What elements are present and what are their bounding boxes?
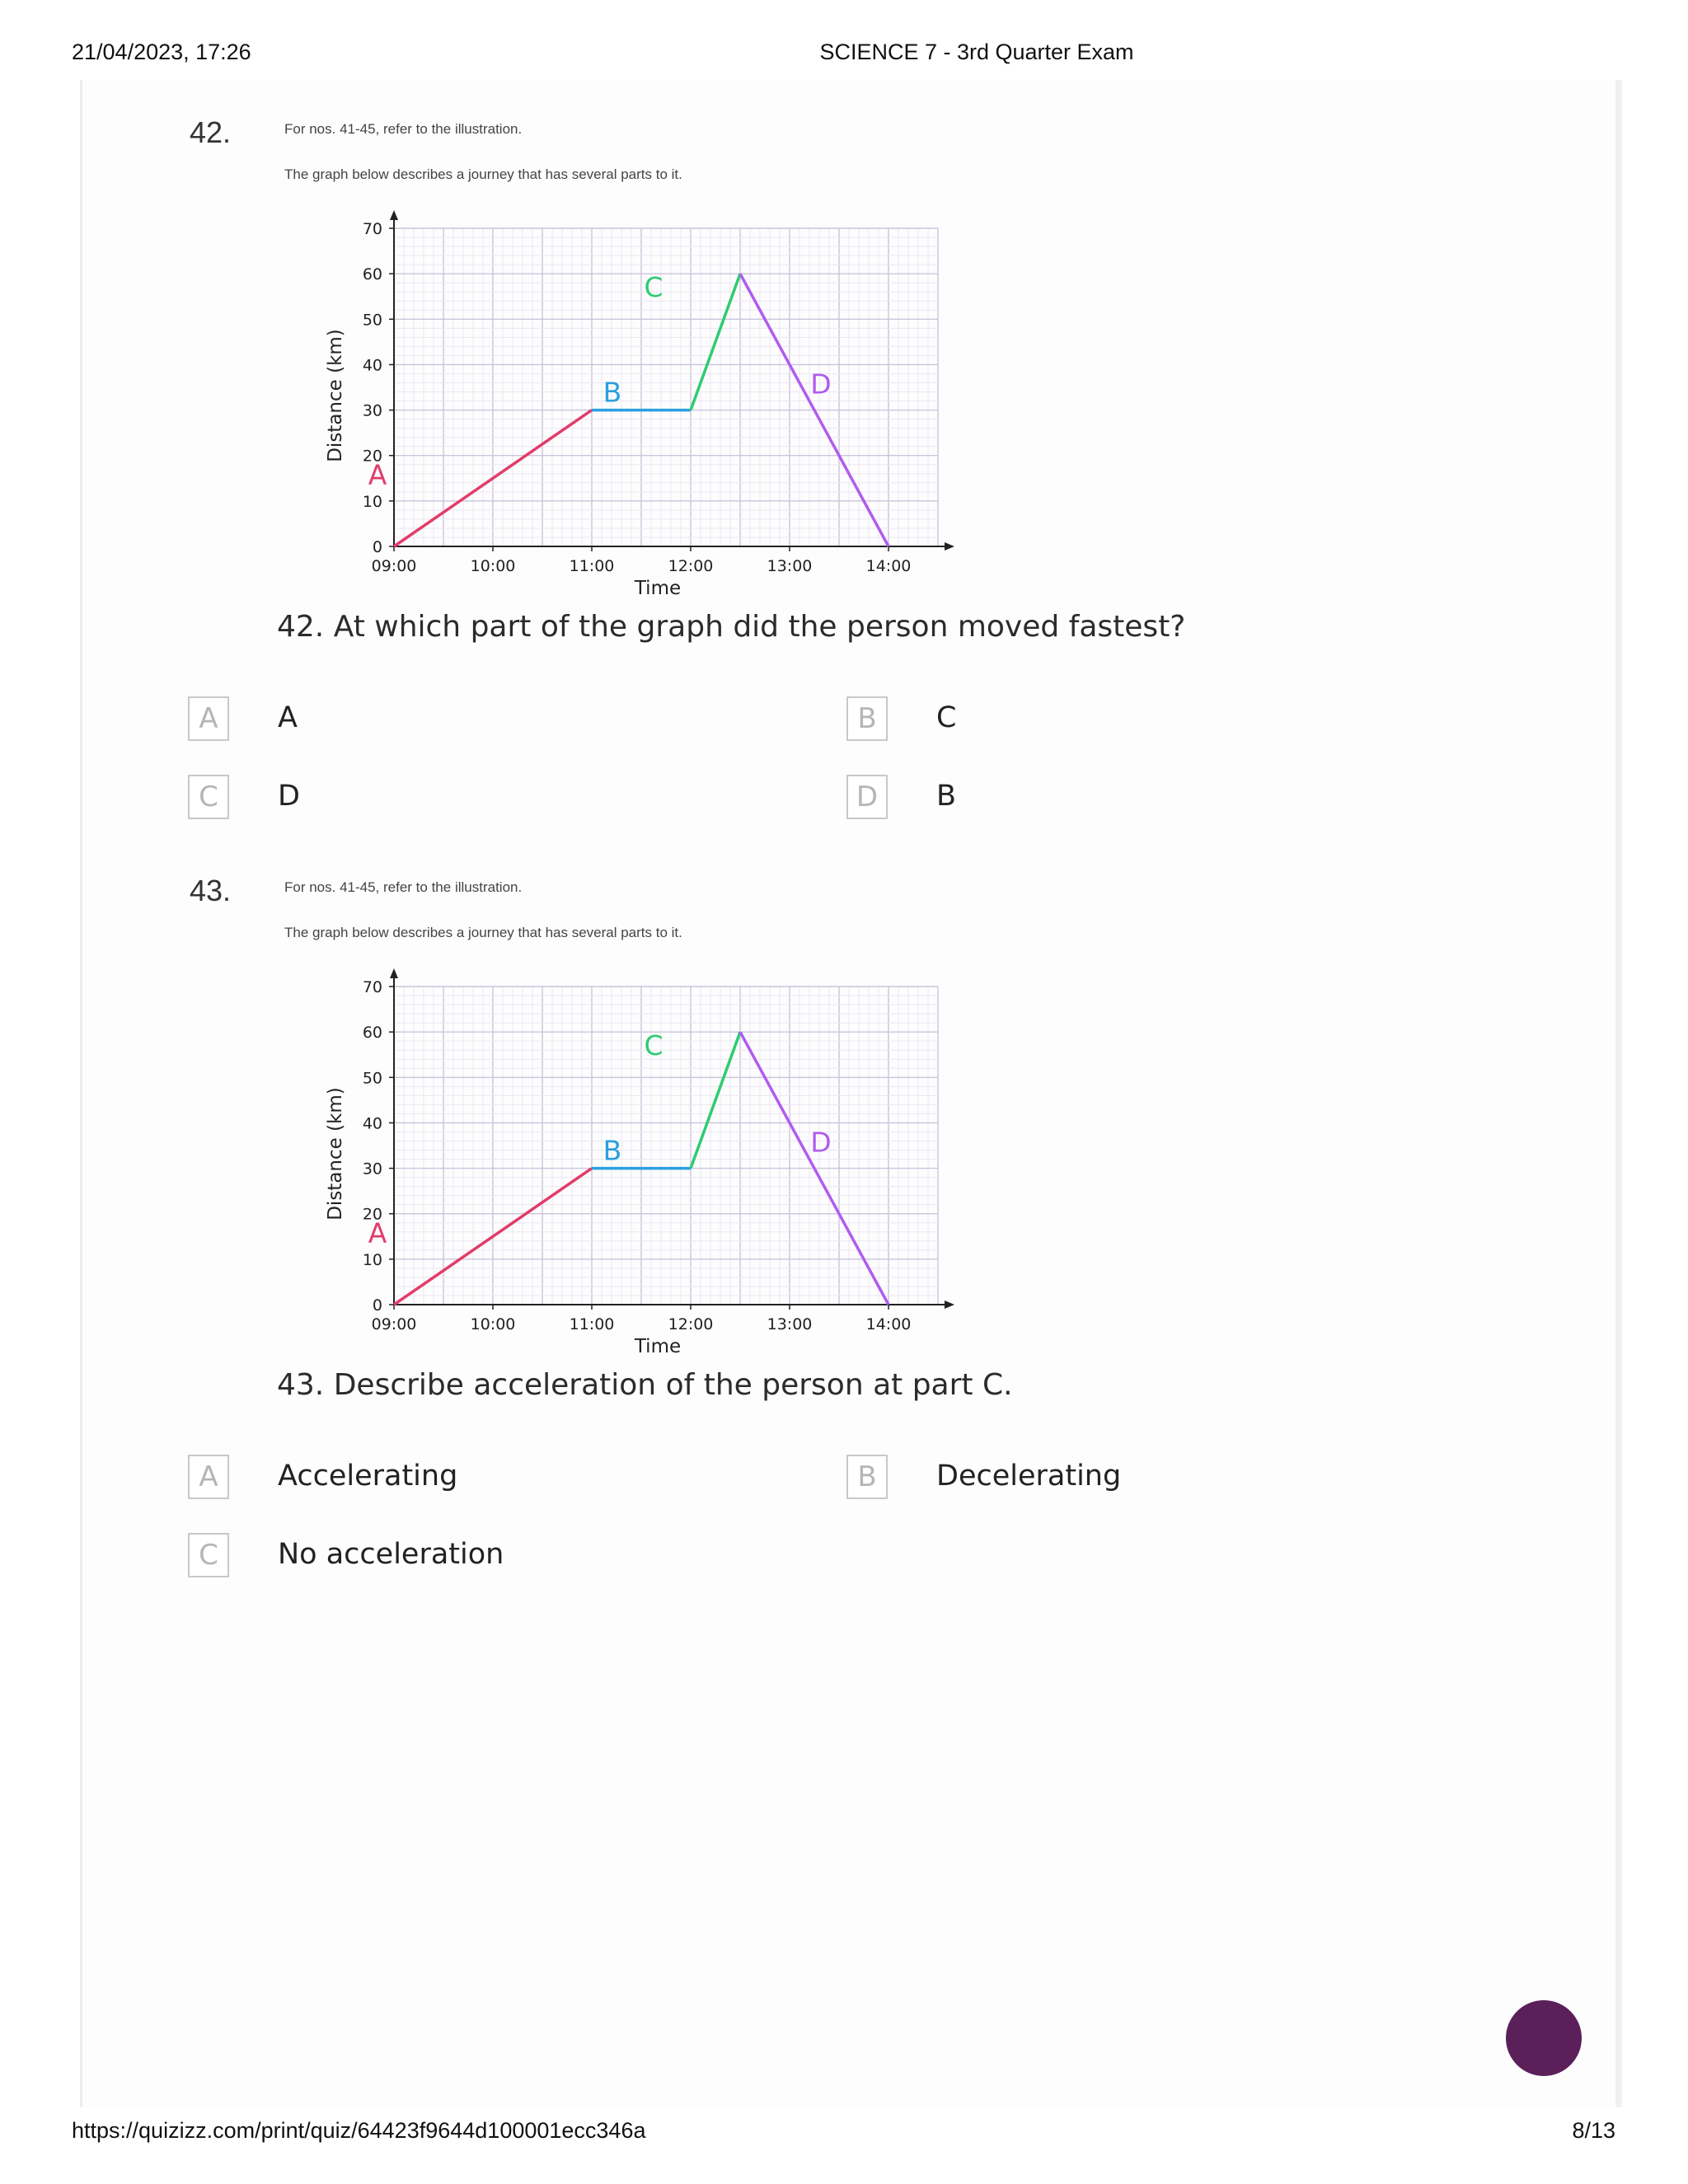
chart-grid [394,987,938,1305]
series-label-a: A [368,1216,387,1249]
y-tick-label: 30 [362,1160,382,1179]
x-axis-arrow [945,542,954,551]
option-letter-box: C [188,1533,229,1577]
page-url: https://quizizz.com/print/quiz/64423f9644d100001ecc346a [72,2118,646,2143]
x-tick-label: 14:00 [865,557,912,575]
x-tick-label: 10:00 [470,1315,516,1333]
option-text: D [278,780,300,813]
series-label-d: D [810,1126,832,1159]
series-label-d: D [810,368,832,401]
question-intro: The graph below describes a journey that has several parts to it. [284,925,682,940]
x-tick-label: 12:00 [668,557,714,575]
y-tick-label: 40 [362,1114,382,1133]
question-intro: The graph below describes a journey that has several parts to it. [284,166,682,182]
chart-grid [394,228,938,546]
y-tick-label: 30 [362,401,382,420]
option-text: Decelerating [936,1460,1122,1493]
y-tick-label: 10 [362,492,382,511]
series-label-c: C [644,270,663,303]
option-text: C [936,701,957,734]
print-datetime: 21/04/2023, 17:26 [72,40,251,64]
question-number: 43. [190,874,232,907]
series-label-b: B [603,376,622,409]
x-axis-label: Time [634,578,682,599]
x-tick-label: 13:00 [767,1315,813,1333]
y-axis-arrow [390,968,398,978]
y-tick-label: 20 [362,1205,382,1224]
question-text: 43. Describe acceleration of the person at part C. [277,1368,1013,1402]
option-letter-box: B [846,696,888,741]
option-letter-box: A [188,1455,229,1499]
x-tick-label: 12:00 [668,1315,714,1333]
x-tick-label: 14:00 [865,1315,912,1333]
option-letter-box: A [188,696,229,741]
print-header [0,40,1688,69]
y-axis-arrow [390,210,398,220]
x-tick-label: 13:00 [767,557,813,575]
y-tick-label: 20 [362,447,382,466]
y-tick-label: 60 [362,265,382,284]
x-tick-label: 09:00 [371,1315,417,1333]
x-tick-label: 11:00 [569,557,615,575]
option-text: Accelerating [278,1460,458,1493]
y-tick-label: 70 [362,978,382,996]
distance-time-chart [313,968,973,1397]
y-tick-label: 50 [362,311,382,330]
option-text: No acceleration [278,1538,504,1571]
series-line-c [691,1032,740,1168]
floating-action-button[interactable] [1506,2000,1582,2076]
y-tick-label: 0 [372,538,382,556]
option-letter-box: C [188,775,229,819]
series-label-a: A [368,458,387,491]
x-tick-label: 09:00 [371,557,417,575]
option-letter-box: D [846,775,888,819]
series-line-c [691,274,740,410]
y-tick-label: 40 [362,356,382,375]
distance-time-chart [313,210,973,639]
y-axis-label: Distance (km) [325,329,346,462]
y-tick-label: 0 [372,1296,382,1315]
x-tick-label: 10:00 [470,557,516,575]
series-label-c: C [644,1029,663,1062]
option-text: A [278,701,298,734]
series-label-b: B [603,1134,622,1167]
question-intro: For nos. 41-45, refer to the illustration. [284,879,523,895]
option-text: B [936,780,957,813]
journey-graph [313,210,973,639]
y-tick-label: 70 [362,220,382,238]
question-intro: For nos. 41-45, refer to the illustration. [284,121,523,137]
document-title: SCIENCE 7 - 3rd Quarter Exam [819,40,1134,64]
option-letter-box: B [846,1455,888,1499]
question-text: 42. At which part of the graph did the person moved fastest? [277,610,1186,644]
y-axis-label: Distance (km) [325,1087,346,1221]
page-number: 8/13 [1572,2118,1615,2143]
y-tick-label: 10 [362,1250,382,1269]
y-tick-label: 60 [362,1024,382,1043]
y-tick-label: 50 [362,1069,382,1088]
question-number: 42. [190,115,232,149]
x-axis-label: Time [634,1336,682,1357]
x-tick-label: 11:00 [569,1315,615,1333]
journey-graph [313,968,973,1397]
x-axis-arrow [945,1301,954,1309]
print-footer [0,2118,1688,2148]
